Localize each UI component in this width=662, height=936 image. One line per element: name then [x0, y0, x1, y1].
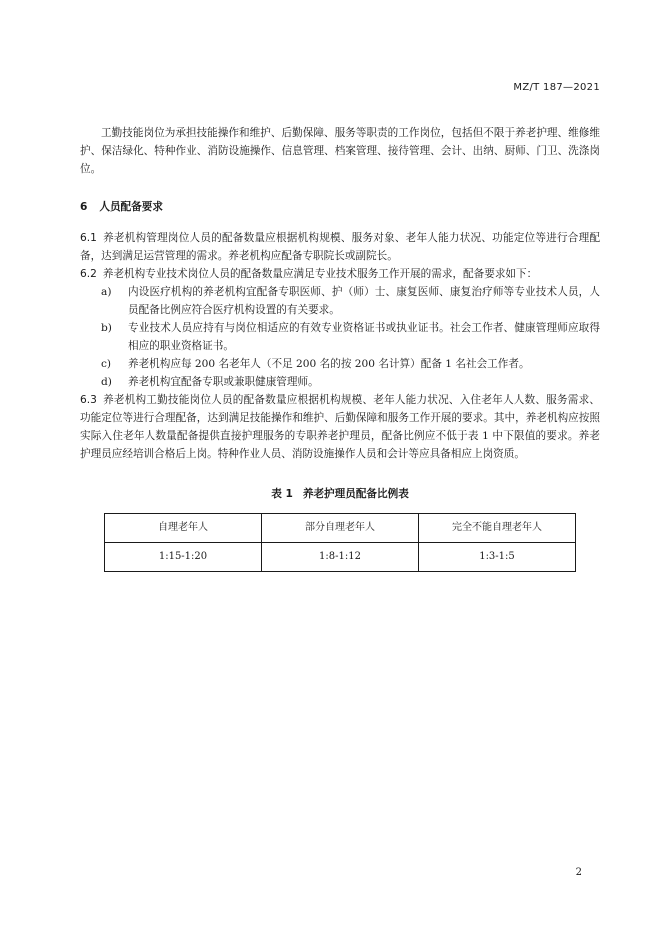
list-item: [101, 283, 600, 319]
table-cell: 1:8-1:12: [262, 543, 419, 572]
table-header-row: [105, 514, 576, 543]
list-item: [101, 373, 600, 391]
section-heading: [80, 198, 600, 216]
clause-number: 6.2: [80, 268, 97, 280]
clause-number: 6.1: [80, 232, 97, 244]
clause-number: 6.3: [80, 394, 97, 406]
clause-text: 养老机构工勤技能岗位人员的配备数量应根据机构规模、老年人能力状况、入住老年人人数、服务需求、功能定位等进行合理配备，达到满足技能操作和维护、后勤保障和服务工作开展的要求。其中，养老机构应按照实际入住老年人数量配备提供直接护理服务的专职养老护理员，配备比例应不低于表 1 中下限值的要求。养老护理员应经培训合格后上岗。特种作业人员、消防设施操作人员和会计等应具备相应上岗资质。: [80, 394, 600, 460]
clause-6-2: [80, 265, 600, 283]
table-header-cell: 自理老年人: [105, 514, 262, 543]
intro-paragraph: 工勤技能岗位为承担技能操作和维护、后勤保障、服务等职责的工作岗位，包括但不限于养老护理、维修维护、保洁绿化、特种作业、消防设施操作、信息管理、档案管理、接待管理、会计、出纳、厨师、门卫、洗涤岗位。: [80, 127, 600, 175]
table-header-cell: 完全不能自理老年人: [419, 514, 576, 543]
table-cell: 1:15-1:20: [105, 543, 262, 572]
table-caption: [80, 485, 600, 503]
section-title: 人员配备要求: [99, 201, 163, 213]
clause-6-2-items: [80, 283, 600, 391]
item-label: b): [101, 322, 112, 334]
list-item: [101, 319, 600, 355]
document-body: [80, 124, 600, 572]
table-header-cell: 部分自理老年人: [262, 514, 419, 543]
page-number: 2: [575, 867, 582, 878]
table-title: 养老护理员配备比例表: [302, 488, 409, 500]
ratio-table: [104, 513, 576, 572]
clause-6-1: [80, 229, 600, 265]
item-label: a): [101, 286, 112, 298]
clause-text: 养老机构管理岗位人员的配备数量应根据机构规模、服务对象、老年人能力状况、功能定位等进行合理配备，达到满足运营管理的需求。养老机构应配备专职院长或副院长。: [80, 232, 600, 262]
item-text: 养老机构应每 200 名老年人（不足 200 名的按 200 名计算）配备 1 名社会工作者。: [128, 358, 530, 370]
item-label: c): [101, 358, 112, 370]
table-number: 表 1: [271, 488, 293, 500]
table-row: [105, 543, 576, 572]
item-text: 养老机构宜配备专职或兼职健康管理师。: [128, 376, 319, 388]
item-label: d): [101, 376, 112, 388]
item-text: 内设医疗机构的养老机构宜配备专职医师、护（师）士、康复医师、康复治疗师等专业技术人员，人员配备比例应符合医疗机构设置的有关要求。: [128, 286, 600, 316]
item-text: 专业技术人员应持有与岗位相适应的有效专业资格证书或执业证书。社会工作者、健康管理师应取得相应的职业资格证书。: [128, 322, 600, 352]
standard-code: MZ/T 187—2021: [513, 82, 600, 93]
clause-text: 养老机构专业技术岗位人员的配备数量应满足专业技术服务工作开展的需求，配备要求如下：: [102, 268, 538, 280]
section-number: 6: [80, 201, 88, 213]
clause-6-3: [80, 391, 600, 463]
table-cell: 1:3-1:5: [419, 543, 576, 572]
list-item: [101, 355, 600, 373]
